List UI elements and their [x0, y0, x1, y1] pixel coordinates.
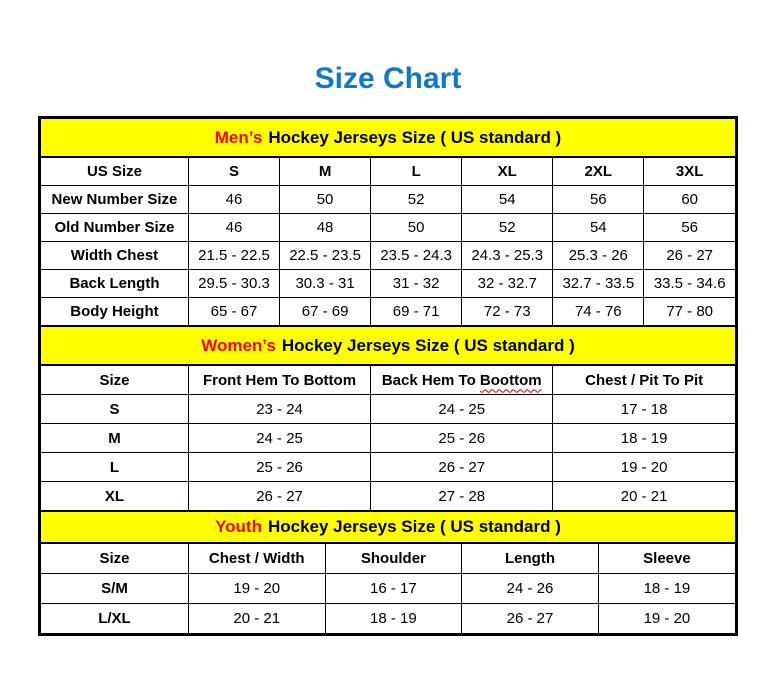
value-cell: 46	[188, 214, 279, 242]
mens-column-header-2xl: 2XL	[553, 158, 644, 186]
value-cell: 19 - 20	[553, 453, 735, 482]
row-label: XL	[41, 482, 188, 511]
value-cell: 29.5 - 30.3	[188, 270, 279, 298]
value-cell: 50	[280, 186, 371, 214]
mens-size-table	[41, 158, 735, 325]
womens-section-highlight: Women’s	[201, 335, 276, 355]
youth-row-s-m	[41, 574, 735, 604]
value-cell: 52	[462, 214, 553, 242]
row-label: Old Number Size	[41, 214, 188, 242]
mens-column-header-us-size: US Size	[41, 158, 188, 186]
youth-header-row	[41, 544, 735, 574]
row-label: S/M	[41, 574, 188, 604]
value-cell: 21.5 - 22.5	[188, 242, 279, 270]
value-cell: 18 - 19	[553, 424, 735, 453]
womens-row-l	[41, 453, 735, 482]
value-cell: 33.5 - 34.6	[644, 270, 735, 298]
mens-section-title: Hockey Jerseys Size ( US standard )	[268, 127, 562, 147]
mens-column-header-3xl: 3XL	[644, 158, 735, 186]
value-cell: 16 - 17	[325, 574, 462, 604]
value-cell: 24 - 25	[188, 424, 370, 453]
value-cell: 69 - 71	[371, 298, 462, 326]
youth-row-l-xl	[41, 604, 735, 634]
row-label: S	[41, 395, 188, 424]
value-cell: 19 - 20	[188, 574, 325, 604]
youth-column-header-size: Size	[41, 544, 188, 574]
mens-column-header-l: L	[371, 158, 462, 186]
mens-section-header	[41, 119, 735, 158]
row-label: L/XL	[41, 604, 188, 634]
row-label: M	[41, 424, 188, 453]
womens-row-m	[41, 424, 735, 453]
value-cell: 24.3 - 25.3	[462, 242, 553, 270]
misspelled-word: Boottom	[479, 371, 542, 389]
mens-row-width-chest	[41, 242, 735, 270]
value-cell: 48	[280, 214, 371, 242]
value-cell: 74 - 76	[553, 298, 644, 326]
value-cell: 24 - 26	[462, 574, 599, 604]
mens-row-back-length	[41, 270, 735, 298]
value-cell: 46	[188, 186, 279, 214]
youth-section-header	[41, 510, 735, 544]
mens-row-body-height	[41, 298, 735, 326]
row-label: L	[41, 453, 188, 482]
womens-row-s	[41, 395, 735, 424]
value-cell: 23 - 24	[188, 395, 370, 424]
value-cell: 54	[553, 214, 644, 242]
womens-section-header	[41, 325, 735, 366]
value-cell: 19 - 20	[598, 604, 735, 634]
value-cell: 31 - 32	[371, 270, 462, 298]
youth-column-header-chest-width: Chest / Width	[188, 544, 325, 574]
womens-section-title: Hockey Jerseys Size ( US standard )	[281, 335, 575, 355]
value-cell: 32 - 32.7	[462, 270, 553, 298]
value-cell: 25.3 - 26	[553, 242, 644, 270]
mens-section-highlight: Men’s	[214, 127, 263, 147]
womens-row-xl	[41, 482, 735, 511]
youth-section-title: Hockey Jerseys Size ( US standard )	[267, 517, 561, 536]
row-label: Back Length	[41, 270, 188, 298]
value-cell: 27 - 28	[371, 482, 553, 511]
value-cell: 67 - 69	[280, 298, 371, 326]
value-cell: 24 - 25	[371, 395, 553, 424]
mens-column-header-s: S	[188, 158, 279, 186]
youth-column-header-length: Length	[462, 544, 599, 574]
value-cell: 26 - 27	[644, 242, 735, 270]
value-cell: 18 - 19	[325, 604, 462, 634]
value-cell: 50	[371, 214, 462, 242]
youth-column-header-sleeve: Sleeve	[598, 544, 735, 574]
womens-size-table	[41, 366, 735, 510]
value-cell: 26 - 27	[188, 482, 370, 511]
youth-section-highlight: Youth	[215, 517, 262, 536]
value-cell: 56	[553, 186, 644, 214]
value-cell: 25 - 26	[188, 453, 370, 482]
mens-row-old-number-size	[41, 214, 735, 242]
value-cell: 26 - 27	[371, 453, 553, 482]
value-cell: 20 - 21	[188, 604, 325, 634]
value-cell: 52	[371, 186, 462, 214]
mens-row-new-number-size	[41, 186, 735, 214]
womens-column-header-back-hem-to-boottom: Back Hem To Boottom	[371, 366, 553, 395]
value-cell: 23.5 - 24.3	[371, 242, 462, 270]
value-cell: 30.3 - 31	[280, 270, 371, 298]
womens-column-header-chest-pit-to-pit: Chest / Pit To Pit	[553, 366, 735, 395]
row-label: New Number Size	[41, 186, 188, 214]
value-cell: 54	[462, 186, 553, 214]
value-cell: 32.7 - 33.5	[553, 270, 644, 298]
row-label: Width Chest	[41, 242, 188, 270]
womens-column-header-size: Size	[41, 366, 188, 395]
youth-size-table	[41, 544, 735, 633]
value-cell: 77 - 80	[644, 298, 735, 326]
mens-column-header-m: M	[280, 158, 371, 186]
size-chart-block	[38, 116, 738, 636]
womens-header-row	[41, 366, 735, 395]
value-cell: 72 - 73	[462, 298, 553, 326]
value-cell: 26 - 27	[462, 604, 599, 634]
mens-column-header-xl: XL	[462, 158, 553, 186]
value-cell: 65 - 67	[188, 298, 279, 326]
value-cell: 56	[644, 214, 735, 242]
value-cell: 20 - 21	[553, 482, 735, 511]
row-label: Body Height	[41, 298, 188, 326]
womens-column-header-front-hem-to-bottom: Front Hem To Bottom	[188, 366, 370, 395]
value-cell: 25 - 26	[371, 424, 553, 453]
size-chart-page	[0, 62, 776, 636]
youth-column-header-shoulder: Shoulder	[325, 544, 462, 574]
value-cell: 60	[644, 186, 735, 214]
mens-header-row	[41, 158, 735, 186]
value-cell: 22.5 - 23.5	[280, 242, 371, 270]
page-title: Size Chart	[314, 62, 462, 95]
value-cell: 17 - 18	[553, 395, 735, 424]
value-cell: 18 - 19	[598, 574, 735, 604]
